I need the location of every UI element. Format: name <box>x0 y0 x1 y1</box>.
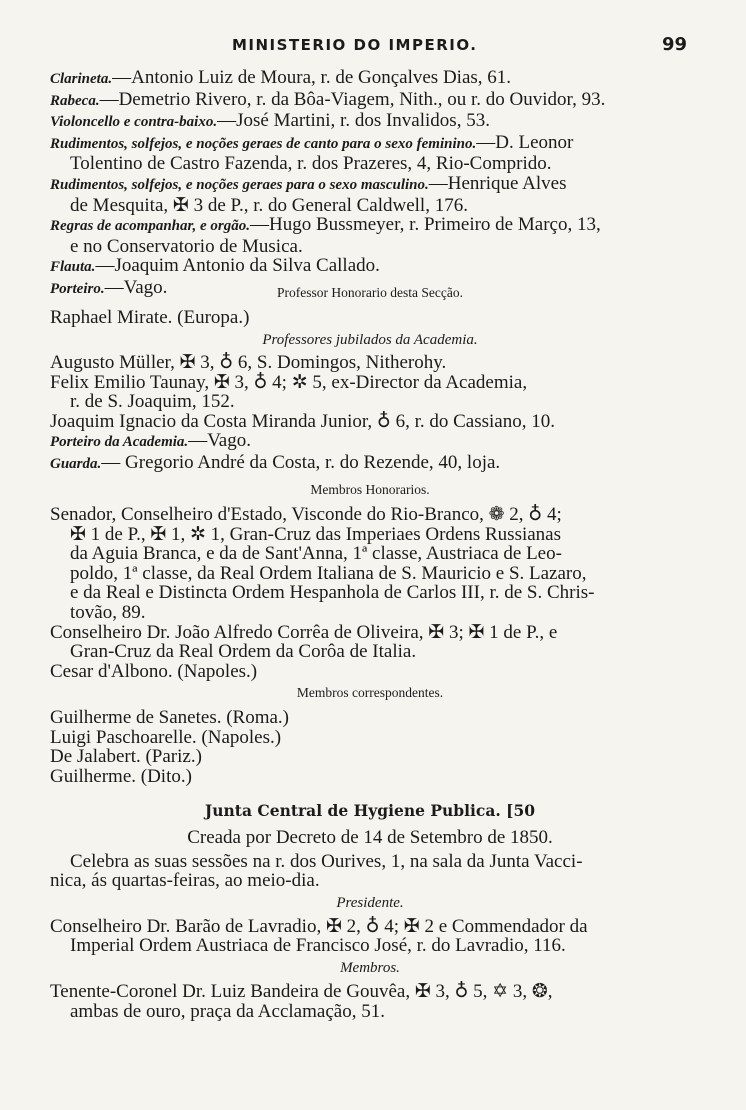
entry-line: Augusto Müller, ✠ 3, ♁ 6, S. Domingos, Nitherohy. <box>50 352 447 373</box>
entry-line: Felix Emilio Taunay, ✠ 3, ♁ 4; ✲ 5, ex-Director da Academia, <box>50 371 528 393</box>
staff-entry: Regras de acompanhar, e orgão.—Hugo Bussmeyer, r. Primeiro de Março, 13, <box>50 214 601 236</box>
section-heading: Membros Honorarios. <box>310 482 430 497</box>
honorary-members-section <box>50 481 690 681</box>
member-line: Tenente-Coronel Dr. Luiz Bandeira de Gouvêa, ✠ 3, ♁ 5, ✡ 3, ❂, <box>50 980 553 1002</box>
staff-entry-continuation: de Mesquita, ✠ 3 de P., r. do General Caldwell, 176. <box>70 194 468 216</box>
president-line: Imperial Ordem Austriaca de Francisco José, r. do Lavradio, 116. <box>70 935 566 957</box>
entry-line: De Jalabert. (Pariz.) <box>50 746 202 768</box>
junta-section <box>50 800 690 1021</box>
staff-list <box>50 68 690 300</box>
subsection-heading: Membros. <box>340 959 400 976</box>
staff-entry: Rabeca.—Demetrio Rivero, r. da Bôa-Viagem, Nith., ou r. do Ouvidor, 93. <box>50 88 606 110</box>
staff-entry: Porteiro.—Vago. <box>50 276 168 298</box>
entry-line: Joaquim Ignacio da Costa Miranda Junior, ♁ 6, r. do Cassiano, 10. <box>50 410 555 432</box>
president-line: Conselheiro Dr. Barão de Lavradio, ✠ 2, ♁ 4; ✠ 2 e Commendador da <box>50 915 588 937</box>
entry-line: Conselheiro Dr. João Alfredo Corrêa de Oliveira, ✠ 3; ✠ 1 de P., e <box>50 621 558 643</box>
member-line: ambas de ouro, praça da Acclamação, 51. <box>70 1000 385 1022</box>
entry-line: Cesar d'Albono. (Napoles.) <box>50 660 258 682</box>
staff-entry: Flauta.—Joaquim Antonio da Silva Callado. <box>50 255 380 277</box>
staff-entry: Rudimentos, solfejos, e noções geraes de canto para o sexo feminino.—D. Leonor <box>50 131 574 153</box>
staff-entry-continuation: Tolentino de Castro Fazenda, r. dos Prazeres, 4, Rio-Comprido. <box>70 153 552 175</box>
page-header <box>0 36 746 62</box>
page-number: 99 <box>662 34 688 55</box>
sessions-line: nica, ás quartas-feiras, ao meio-dia. <box>50 870 320 892</box>
retired-professors-section <box>50 330 690 475</box>
entry-line: tovão, 89. <box>70 601 146 623</box>
entry-line: e da Real e Distincta Ordem Hespanhola de Carlos III, r. de S. Chris- <box>70 582 595 604</box>
entry-line: Raphael Mirate. (Europa.) <box>50 307 250 328</box>
section-heading: Professores jubilados da Academia. <box>262 332 478 348</box>
entry-line: Porteiro da Academia.—Vago. <box>50 430 251 452</box>
entry-line: Guilherme de Sanetes. (Roma.) <box>50 707 290 728</box>
running-title: MINISTERIO DO IMPERIO. <box>232 36 478 54</box>
corresponding-members-section <box>50 684 690 786</box>
staff-entry-continuation: e no Conservatorio de Musica. <box>70 235 303 257</box>
entry-line: Gran-Cruz da Real Ordem da Corôa de Italia. <box>70 641 417 663</box>
subsection-heading: Presidente. <box>336 894 404 911</box>
entry-line: ✠ 1 de P., ✠ 1, ✲ 1, Gran-Cruz das Imperiaes Ordens Russianas <box>70 523 562 545</box>
honorary-professor-section <box>50 284 690 328</box>
staff-entry: Clarineta.—Antonio Luiz de Moura, r. de Gonçalves Dias, 61. <box>50 67 512 88</box>
sessions-line: Celebra as suas sessões na r. dos Ourives, 1, na sala da Junta Vacci- <box>70 850 583 872</box>
entry-line: Luigi Paschoarelle. (Napoles.) <box>50 726 282 748</box>
section-heading: Professor Honorario desta Secção. <box>277 285 463 300</box>
entry-line: r. de S. Joaquim, 152. <box>70 391 235 413</box>
entry-line: poldo, 1ª classe, da Real Ordem Italiana de S. Mauricio e S. Lazaro, <box>70 562 587 584</box>
section-heading: Membros correspondentes. <box>296 685 444 700</box>
section-title: Junta Central de Hygiene Publica. [50 <box>204 801 536 820</box>
entry-line: Guarda.— Gregorio André da Costa, r. do Rezende, 40, loja. <box>50 451 501 473</box>
staff-entry: Rudimentos, solfejos, e noções geraes para o sexo masculino.—Henrique Alves <box>50 172 567 194</box>
creation-line: Creada por Decreto de 14 de Setembro de 1850. <box>187 827 553 848</box>
entry-line: da Aguia Branca, e da de Sant'Anna, 1ª classe, Austriaca de Leo- <box>70 543 562 565</box>
entry-line: Guilherme. (Dito.) <box>50 765 192 787</box>
staff-entry: Violoncello e contra-baixo.—José Martini, r. dos Invalidos, 53. <box>50 110 490 132</box>
entry-line: Senador, Conselheiro d'Estado, Visconde do Rio-Branco, ❁ 2, ♁ 4; <box>50 504 562 525</box>
